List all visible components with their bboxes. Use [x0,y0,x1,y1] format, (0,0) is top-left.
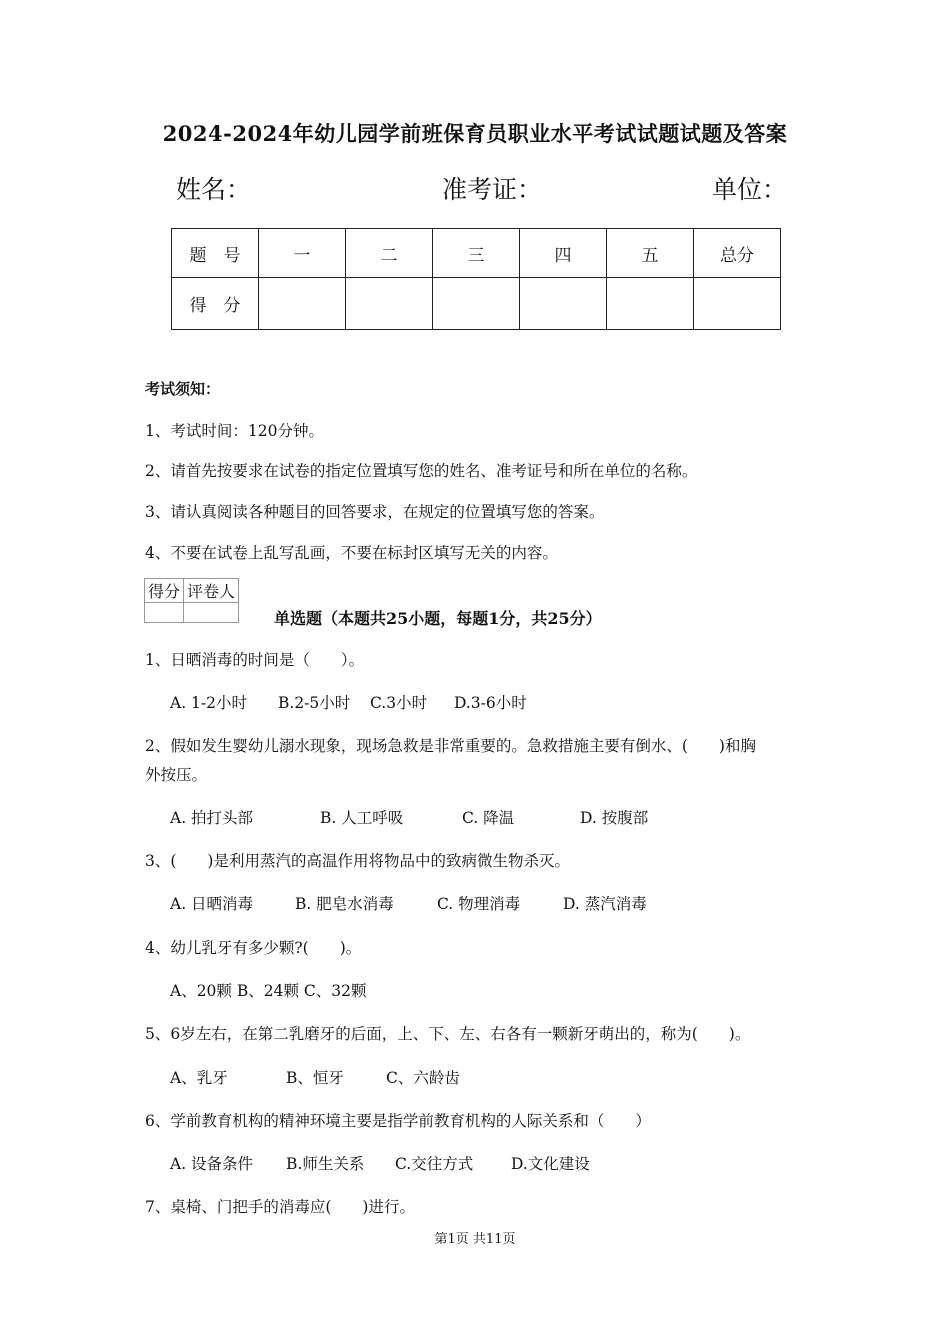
option[interactable]: A、乳牙 [170,1069,228,1087]
notice-item: 1、考试时间：120分钟。 [145,422,324,440]
name-field-label: 姓名： [176,175,252,204]
question-options [170,1152,590,1174]
score-input-cell[interactable] [607,278,694,330]
score-table [171,228,781,330]
notice-item: 4、不要在试卷上乱写乱画，不要在标封区填写无关的内容。 [145,544,558,562]
notice-heading: 考试须知： [145,380,221,398]
option[interactable]: B. 人工呼吸 [320,809,404,827]
score-input-cell[interactable] [259,278,346,330]
question-options [170,691,527,713]
question-options [170,1066,460,1088]
score-input-cell[interactable] [520,278,607,330]
option[interactable]: A、20颗 B、24颗 C、32颗 [170,982,367,1000]
question-text-continued: 外按压。 [145,766,208,784]
option[interactable]: A. 日晒消毒 [170,895,254,913]
option[interactable]: C.交往方式 [395,1155,474,1173]
score-table-header-cell: 四 [520,229,607,278]
score-table-header-cell: 二 [346,229,433,278]
option[interactable]: B.2-5小时 [278,694,351,712]
option[interactable]: B.师生关系 [286,1155,365,1173]
option[interactable]: A. 拍打头部 [170,809,254,827]
question-text: 3、( )是利用蒸汽的高温作用将物品中的致病微生物杀灭。 [145,852,570,870]
score-table-header-cell: 五 [607,229,694,278]
question-options [170,979,366,1001]
option[interactable]: D.文化建设 [511,1155,590,1173]
option[interactable]: C.3小时 [370,694,428,712]
option[interactable]: D. 按腹部 [580,809,649,827]
exam-number-field-label: 准考证： [442,175,543,204]
score-table-header-cell: 题 号 [172,229,259,278]
question-text: 6、学前教育机构的精神环境主要是指学前教育机构的人际关系和（ ） [145,1112,651,1130]
document-title: 2024-2024年幼儿园学前班保育员职业水平考试试题试题及答案 [162,121,788,146]
option[interactable]: C. 物理消毒 [437,895,521,913]
question-text: 5、6岁左右，在第二乳磨牙的后面，上、下、左、右各有一颗新牙萌出的，称为( )。 [145,1025,751,1043]
score-input-cell[interactable] [694,278,781,330]
score-table-header-cell: 总分 [694,229,781,278]
option[interactable]: B. 肥皂水消毒 [295,895,394,913]
option[interactable]: B、恒牙 [286,1069,344,1087]
page-footer: 第1页 共11页 [434,1232,516,1247]
grader-box-grader-cell[interactable] [184,603,239,623]
section-title: 单选题（本题共25小题，每题1分，共25分） [274,609,602,628]
option[interactable]: C. 降温 [462,809,515,827]
grader-box-score-label: 得分 [145,579,184,603]
score-table-header-row [172,229,781,278]
notice-item: 3、请认真阅读各种题目的回答要求，在规定的位置填写您的答案。 [145,503,605,521]
grader-box-score-cell[interactable] [145,603,184,623]
score-input-cell[interactable] [433,278,520,330]
option[interactable]: C、六龄齿 [386,1069,460,1087]
question-text: 4、幼儿乳牙有多少颗?( )。 [145,939,362,957]
question-options [170,806,648,828]
notice-item: 2、请首先按要求在试卷的指定位置填写您的姓名、准考证号和所在单位的名称。 [145,462,698,480]
grader-box-grader-label: 评卷人 [184,579,239,603]
score-table-header-cell: 三 [433,229,520,278]
question-text: 7、桌椅、门把手的消毒应( )进行。 [145,1198,415,1216]
score-table-score-row [172,278,781,330]
question-text: 1、日晒消毒的时间是（ ）。 [145,651,365,669]
question-options [170,892,647,914]
option[interactable]: A. 设备条件 [170,1155,254,1173]
score-input-cell[interactable] [346,278,433,330]
option[interactable]: D.3-6小时 [454,694,527,712]
unit-field-label: 单位： [712,175,788,204]
question-text: 2、假如发生婴幼儿溺水现象，现场急救是非常重要的。急救措施主要有倒水、( )和胸 [145,737,756,755]
score-row-label: 得 分 [172,278,259,330]
score-table-header-cell: 一 [259,229,346,278]
option[interactable]: A. 1-2小时 [170,694,248,712]
grader-box [144,578,239,623]
option[interactable]: D. 蒸汽消毒 [563,895,647,913]
